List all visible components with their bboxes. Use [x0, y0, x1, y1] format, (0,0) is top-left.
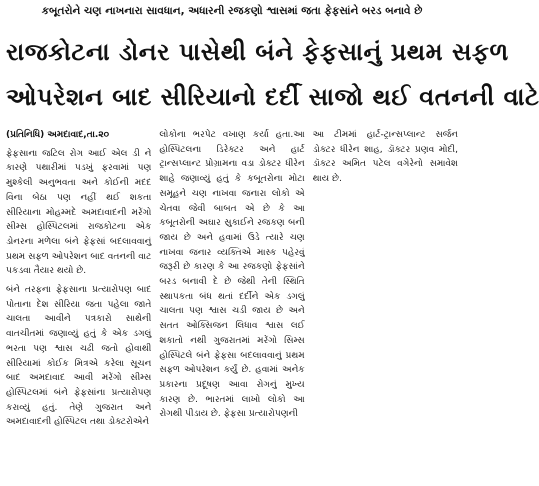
article-column-3 [313, 128, 458, 482]
article-body [6, 128, 458, 482]
article-column-1 [6, 128, 151, 482]
paragraph: આ ટીમમાં હાર્ટ-ટ્રાન્સપ્લાન્ટ સર્જન ડોક્ટર ધીરેન શાહ, ડૉક્ટર પ્રણવ મોદી, ડૉક્ટર અમિત પટેલ વગેરેનો સમાવેશ થાય છે. [312, 130, 458, 185]
paragraph: લોકોના ભરપેટ વખાણ કર્યા હતા.આ હોસ્પિટલના ડિરેક્ટર અને હાર્ટ ટ્રાન્સપ્લાન્ટ પ્રોગ્રામના વડા ડોક્ટર ધીરેન શાહે જણાવ્યું હતું કે કબૂતરોના મોટા સમૂહને ચણ નાખવા જનારા લોકો એ ચેતવા જેવી બાબત એ છે કે આ કબૂતરોની અઘાર સુકાઈને રજકણ બની જાય છે અને હવામાં ઉડે ત્યારે ચણ નાખવા જનાર વ્યક્તિએ માસ્ક પહેરવું જરૂરી છે કારણ કે આ રજકણો ફેફસાંને બરડ બનાવી દે છે જેથી તેની સ્થિતિ સ્થાપકતા બંધ થતાં દર્દીને એક ડગલું ચાલતા પણ શ્વાસ ચડી જાય છે અને સતત ઓક્સિજન લિધાવ શ્વાસ લઈ શકાતો નથી ગુજરાતમાં મરેંગો સિમ્સ હોસ્પિટલે બંને ફેફસા બદલાવવાનું પ્રથમ સફળ ઓપરેશન કર્યું છે. હવામાં અનેક પ્રકારના પ્રદૂષણ આવા રોગનું મુખ્ય કારણ છે. ભારતમાં લાખો લોકો આ રોગથી પીડાય છે. ફેફસા પ્રત્યારોપણની [159, 130, 305, 420]
paragraph: બંને તરફના ફેફસાના પ્રત્યારોપણ બાદ પોતાના દેશ સીરિયા જતા પહેલા જાતે ચાલતા આવીને પત્રકારો સાથેની વાતચીતમાં જણાવ્યું હતું કે એક ડગલું ભરતા પણ શ્વાસ ચઢી જતો હોવાથી સીરિયામાં કોઈક મિત્રએ કરેલા સૂચન બાદ અમદાવાદ આવી મરેંગો સીમ્સ હોસ્પિટલમાં બંને ફેફસાંના પ્રત્યારોપણ કરાવ્યું હતું. તેણે ગુજરાત અને અમદાવાદની હોસ્પિટલ તથા ડોક્ટરોએને [6, 285, 152, 428]
article-column-2 [159, 128, 304, 482]
article-kicker: કબૂતરોને ચણ નાખનારા સાવધાન, અધારની રજકણો શ્વાસમાં જતા ફેફસાંને બરડ બનાવે છે [41, 5, 423, 17]
dateline: (પ્રતિનિધિ) અમદાવાદ,તા.૨૦ [6, 130, 110, 140]
headline-line-1: રાજકોટના ડોનર પાસેથી બંને ફેફસાનું પ્રથમ સફળ [6, 38, 509, 66]
paragraph: ફેફસાના જટિલ રોગ આઈ એલ ડી ને કારણે પથારીમાં પડખું ફરવામાં પણ મુશ્કેલી અનુભવતા અને કોઈની મદદ વિના બેઠા પણ નહીં થઈ શકતા સીરિયાના મોહમ્મદે અમદાવાદની મરેંગો સીમ્સ હોસ્પિટલમાં રાજકોટના એક ડોનરના મળેલા બંને ફેફસાં બદલાવવાનું પ્રથમ સફળ ઓપરેશન બાદ વતનની વાટ પકડવા તૈયાર થયો છે. [6, 148, 152, 277]
headline-line-2: ઓપરેશન બાદ સીરિયાનો દર્દી સાજો થઈ વતનની વાટે [6, 83, 539, 111]
